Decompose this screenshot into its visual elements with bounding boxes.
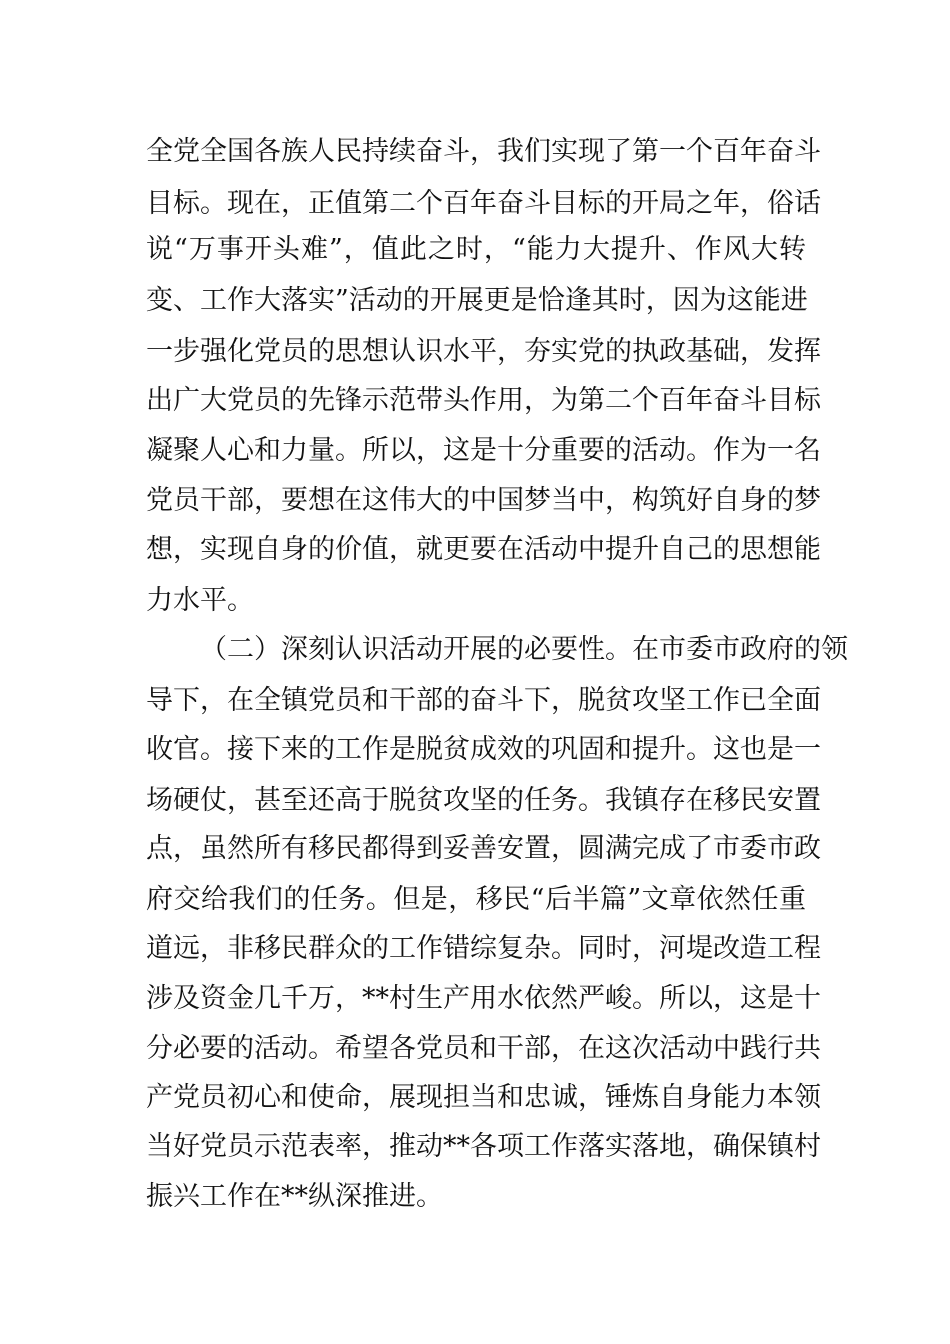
body-text-line: 一步强化党员的思想认识水平，夯实党的执政基础，发挥 [146,336,821,367]
body-text-line: 目标。现在，正值第二个百年奋斗目标的开局之年，俗话 [146,188,821,219]
subheading-line: （二）深刻认识活动开展的必要性。在市委市政府的领 [200,634,848,665]
body-text-line: 道远，非移民群众的工作错综复杂。同时，河堤改造工程 [146,933,821,964]
body-text-line: 府交给我们的任务。但是，移民“后半篇”文章依然任重 [146,884,806,915]
body-text-line: 说“万事开头难”，值此之时，“能力大提升、作风大转 [146,234,806,265]
body-text-line: 想，实现自身的价值，就更要在活动中提升自己的思想能 [146,534,821,565]
paragraph-end-line: 振兴工作在**纵深推进。 [146,1181,443,1212]
body-text-line: 产党员初心和使命，展现担当和忠诚，锤炼自身能力本领 [146,1082,821,1113]
body-text-line: 变、工作大落实”活动的开展更是恰逢其时，因为这能进 [146,285,808,316]
body-text-line: 点，虽然所有移民都得到妥善安置，圆满完成了市委市政 [146,833,821,864]
body-text-line: 全党全国各族人民持续奋斗，我们实现了第一个百年奋斗 [146,136,821,167]
paragraph-end-line: 力水平。 [146,585,254,616]
body-text-line: 分必要的活动。希望各党员和干部，在这次活动中践行共 [146,1033,821,1064]
body-text-line: 导下，在全镇党员和干部的奋斗下，脱贫攻坚工作已全面 [146,685,821,716]
body-text-line: 收官。接下来的工作是脱贫成效的巩固和提升。这也是一 [146,734,821,765]
body-text-line: 出广大党员的先锋示范带头作用，为第二个百年奋斗目标 [146,385,821,416]
body-text-line: 凝聚人心和力量。所以，这是十分重要的活动。作为一名 [146,435,821,466]
body-text-line: 涉及资金几千万，**村生产用水依然严峻。所以，这是十 [146,983,821,1014]
body-text-line: 当好党员示范表率，推动**各项工作落实落地，确保镇村 [146,1131,821,1162]
body-text-line: 场硬仗，甚至还高于脱贫攻坚的任务。我镇存在移民安置 [146,785,821,816]
body-text-line: 党员干部，要想在这伟大的中国梦当中，构筑好自身的梦 [146,485,821,516]
